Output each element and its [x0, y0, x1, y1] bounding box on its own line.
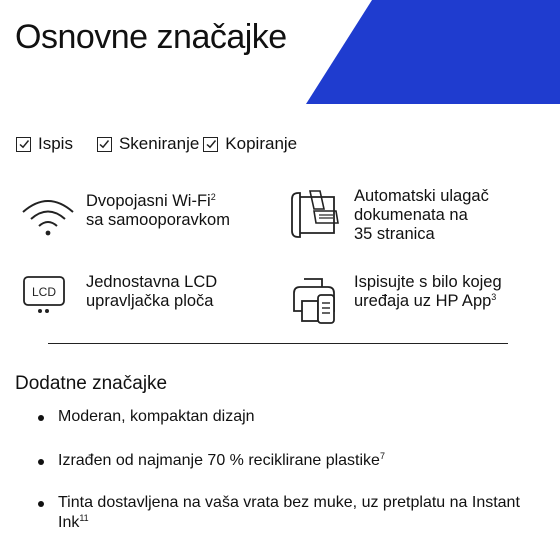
header: [0, 0, 560, 104]
checkbox-icon: [97, 137, 112, 152]
document-feeder-icon: [286, 187, 346, 243]
list-item: Moderan, kompaktan dizajn: [38, 407, 538, 427]
checkbox-icon: [16, 137, 31, 152]
svg-text:LCD: LCD: [31, 285, 57, 299]
function-label: Skeniranje: [118, 134, 200, 153]
function-scan: [97, 134, 199, 154]
feature-text: Automatski ulagač dokumenata na 35 stranica: [354, 187, 489, 243]
function-checklist: [16, 134, 321, 154]
feature-text: Dvopojasni Wi-Fi$^2$ sa samooporavkom: [86, 192, 230, 229]
feature-lcd: [18, 273, 217, 323]
page-title: Osnovne značajke: [15, 18, 287, 56]
feature-wifi: [18, 192, 230, 242]
checkbox-icon: [203, 137, 218, 152]
additional-features-list: [38, 403, 538, 533]
feature-text: Ispisujte s bilo kojeg uređaja uz HP App$^3$: [354, 273, 502, 310]
function-copy: [203, 134, 297, 154]
printer-mobile-icon: [286, 273, 346, 329]
list-item: Tinta dostavljena na vaša vrata bez muke, uz pretplatu na Instant Ink$^{11}$: [38, 493, 538, 533]
wifi-icon: [18, 192, 78, 242]
list-item: Izrađen od najmanje 70 % reciklirane plastike$^7$: [38, 451, 538, 471]
lcd-panel-icon: [18, 273, 78, 323]
feature-hp-app: [286, 273, 502, 329]
feature-text: Jednostavna LCD upravljačka ploča: [86, 273, 218, 310]
additional-features-title: Dodatne značajke: [15, 373, 168, 394]
function-label: Kopiranje: [225, 134, 298, 153]
function-print: [16, 134, 73, 154]
feature-document-feeder: [286, 187, 489, 244]
function-label: Ispis: [38, 134, 73, 153]
section-divider: [48, 343, 508, 344]
